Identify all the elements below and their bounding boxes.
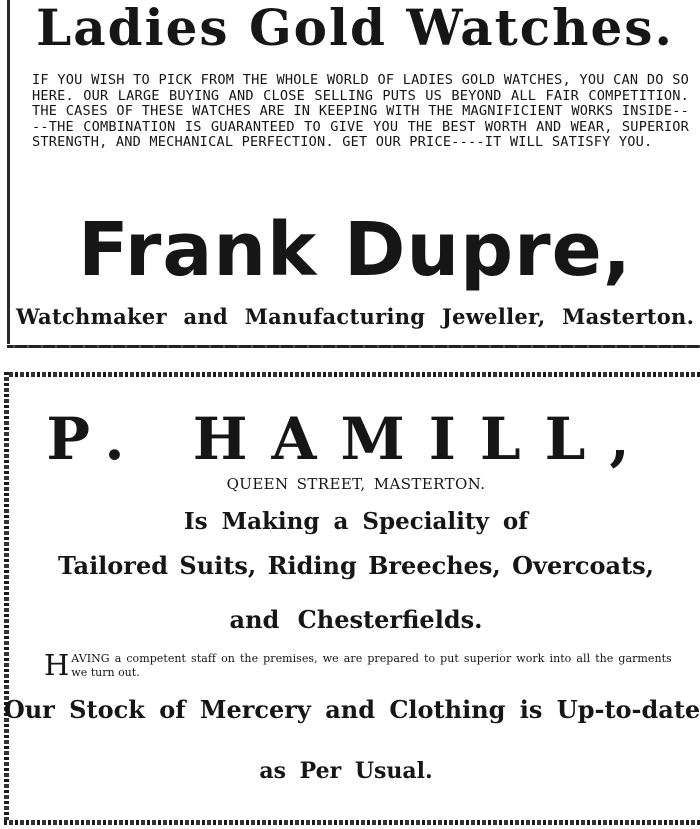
ad-ladies-gold-watches <box>0 0 700 356</box>
merchant-address: QUEEN STREET, MASTERTON. <box>226 475 486 493</box>
ad-body-text: IF YOU WISH TO PICK FROM THE WHOLE WORLD OF LADIES GOLD WATCHES, YOU CAN DO SO HERE. OUR LARGE BUYING AND CLOSE SELLING PUTS US BEYOND ALL FAIR COMPETITION. THE CASES OF THESE WATCHES ARE IN KEEPING WITH THE MAGNIFICIENT WORKS INSIDE----THE COMBINATION IS GUARANTEED TO GIVE YOU THE BEST WORTH AND WEAR, SUPERIOR STRENGTH, AND MECHANICAL PERFECTION. GET OUR PRICE----IT WILL SATISFY YOU. <box>32 72 689 151</box>
ad-p-hamill-tailor <box>0 366 700 829</box>
merchant-name: Frank Dupre, <box>78 207 632 293</box>
stock-line: Our Stock of Mercery and Clothing is Up-to-date <box>3 695 700 724</box>
notice-drop-cap: H <box>44 648 70 682</box>
merchant-trade-line: Watchmaker and Manufacturing Jeweller, Masterton. <box>16 304 695 329</box>
staff-notice <box>44 648 690 682</box>
merchant-name: P. HAMILL, <box>46 405 654 473</box>
products-line-1: Tailored Suits, Riding Breeches, Overcoats, <box>57 551 655 580</box>
ad-tagline: Is Making a Speciality of <box>183 508 529 535</box>
ad-border-bottom <box>7 345 700 348</box>
closing-line: as Per Usual. <box>259 758 433 784</box>
notice-text-continued: we turn out. <box>71 666 140 679</box>
ad-border-bottom <box>4 820 700 825</box>
ad-headline: Ladies Gold Watches. <box>36 0 674 57</box>
products-line-2: and Chesterfields. <box>229 605 483 634</box>
ad-border-top <box>4 372 700 377</box>
notice-text: AVING a competent staff on the premises, we are prepared to put superior work into all the garments <box>71 652 672 665</box>
